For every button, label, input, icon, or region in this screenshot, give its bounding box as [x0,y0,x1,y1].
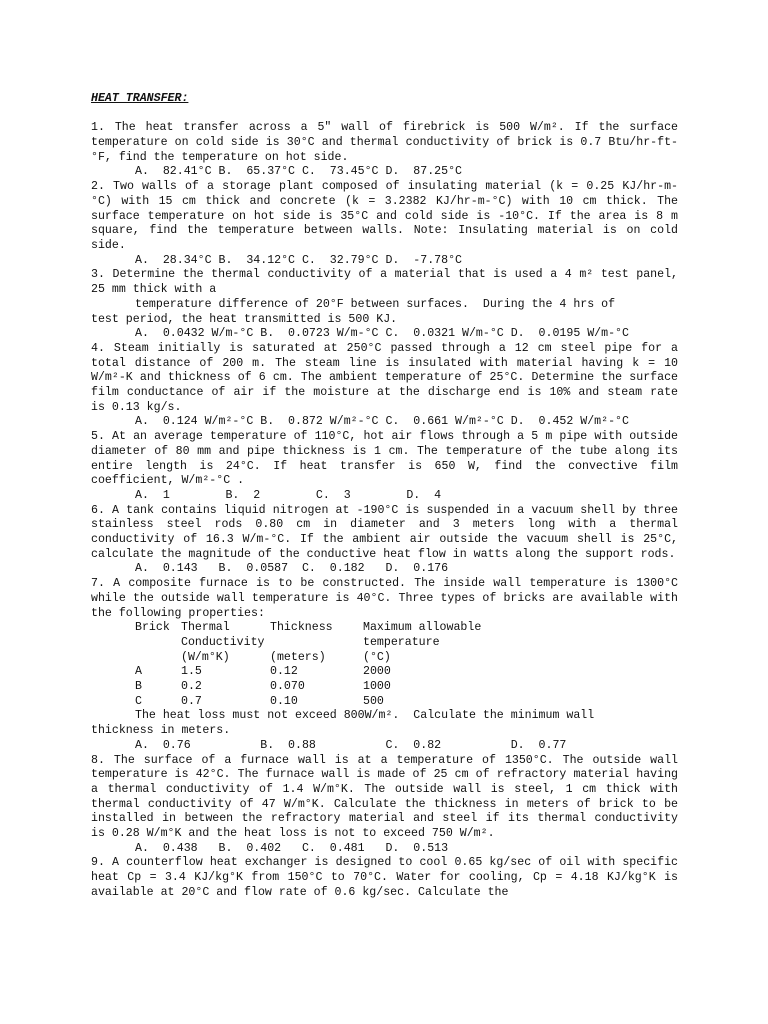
document-title: HEAT TRANSFER: [91,92,189,105]
problem-7 [91,577,678,753]
table-cell: 500 [363,694,384,708]
table-row [135,621,678,636]
problem-text: 8. The surface of a furnace wall is at a temperature of 1350°C. The outside wall temperature is 42°C. The furnace wall is made of 25 cm of refractory material having a thermal conductivity of 1.4 W/m°K. The outside wall is steel, 1 cm thick with thermal conductivity of 47 W/m°K. Calculate the thickness in meters of brick to be installed in between the refractory material and steel if its thermal conductivity is 0.28 W/m°K and the heat loss is not to exceed 750 W/m². [91,753,678,841]
problem-9 [91,856,678,900]
problem-text: 1. The heat transfer across a 5″ wall of firebrick is 500 W/m². If the surface temperature on cold side is 30°C and thermal conductivity of brick is 0.7 Btu/hr-ft-°F, find the temperature on hot side. [91,121,678,164]
table-cell [135,636,181,651]
table-cell: 1.5 [181,665,202,679]
problem-text: 4. Steam initially is saturated at 250°C passed through a 12 cm steel pipe for a total distance of 200 m. The steam line is insulated with material having k = 10 W/m²-K and thickness of 6 cm. The ambient temperature of 25°C. Determine the surface film conductance of air if the moisture at the discharge end is 10% and steam rate is 0.13 kg/s. [91,341,678,414]
table-cell: Conductivity [181,635,265,649]
table-cell: 0.2 [181,680,202,694]
table-row [135,651,678,666]
table-cell: Brick [135,621,170,635]
problem-text: 3. Determine the thermal conductivity of a material that is used a 4 m² test panel, 25 mm thick with a [91,268,678,297]
answer-choices: A. 0.438 B. 0.402 C. 0.481 D. 0.513 [135,841,449,855]
table-cell: 0.7 [181,694,202,708]
problem-1 [91,121,678,180]
answer-choices: A. 82.41°C B. 65.37°C C. 73.45°C D. 87.25°C [135,165,462,179]
answer-choices: A. 28.34°C B. 34.12°C C. 32.79°C D. -7.78°C [135,253,462,267]
problem-text: 5. At an average temperature of 110°C, hot air flows through a 5 m pipe with outside diameter of 80 mm and pipe thickness is 1 cm. The temperature of the tube along its entire length is 24°C. If heat transfer is 650 W, find the convective film coefficient, W/m²-°C . [91,430,678,488]
properties-table [135,621,678,709]
table-cell: C [135,694,142,708]
problem-text: 9. A counterflow heat exchanger is designed to cool 0.65 kg/sec of oil with specific heat Cp = 3.4 KJ/kg°K from 150°C to 70°C. Water for cooling, Cp = 4.18 KJ/kg°K is available at 20°C and flow rate of 0.6 kg/sec. Calculate the [91,856,678,899]
answer-choices: A. 0.124 W/m²-°C B. 0.872 W/m²-°C C. 0.661 W/m²-°C D. 0.452 W/m²-°C [135,415,629,429]
document-page [91,92,678,901]
problem-text-continued: thickness in meters. [91,724,231,738]
answer-choices: A. 0.76 B. 0.88 C. 0.82 D. 0.77 [135,738,567,752]
table-cell: 0.12 [270,665,298,679]
table-row [135,665,678,680]
table-cell [135,651,181,666]
table-cell: A [135,665,142,679]
table-cell: (°C) [363,650,391,664]
problem-list [91,121,678,900]
indented-line: temperature difference of 20°F between surfaces. During the 4 hrs of [135,297,616,311]
problem-text-continued: test period, the heat transmitted is 500 KJ. [91,312,398,326]
table-cell: Maximum allowable [363,621,482,635]
table-cell: B [135,680,142,694]
problem-4 [91,342,678,430]
table-row [135,695,678,710]
table-cell: 2000 [363,665,391,679]
table-cell: 0.070 [270,680,305,694]
answer-choices: A. 0.0432 W/m-°C B. 0.0723 W/m-°C C. 0.0321 W/m-°C D. 0.0195 W/m-°C [135,327,629,341]
table-cell: temperature [363,635,440,649]
table-row [135,680,678,695]
table-cell: Thickness [270,621,333,635]
spacer [91,107,678,122]
problem-8 [91,754,678,857]
table-cell: (W/m°K) [181,650,230,664]
table-row [135,636,678,651]
table-cell: 0.10 [270,694,298,708]
problem-text: 6. A tank contains liquid nitrogen at -190°C is suspended in a vacuum shell by three stainless steel rods 0.80 cm in diameter and 3 meters long with a thermal conductivity of 16.3 W/m-°C. If the ambient air outside the vacuum shell is 25°C, calculate the magnitude of the conductive heat flow in watts along the support rods. [91,503,678,561]
table-cell: Thermal [181,621,230,635]
problem-3 [91,268,678,342]
problem-text: 7. A composite furnace is to be constructed. The inside wall temperature is 1300°C while the outside wall temperature is 40°C. Three types of bricks are available with the following properties: [91,577,678,620]
indented-line: The heat loss must not exceed 800W/m². Calculate the minimum wall [135,709,595,723]
table-cell [270,636,363,651]
table-cell: 1000 [363,680,391,694]
problem-6 [91,504,678,578]
problem-5 [91,430,678,504]
answer-choices: A. 0.143 B. 0.0587 C. 0.182 D. 0.176 [135,562,449,576]
table-cell: (meters) [270,650,326,664]
problem-text: 2. Two walls of a storage plant composed of insulating material (k = 0.25 KJ/hr-m-°C) with 15 cm thick and concrete (k = 3.2382 KJ/hr-m-°C) with 10 cm thick. The surface temperature on hot side is 35°C and cold side is -10°C. If the area is 8 m square, find the temperature between walls. Note: Insulating material is on cold side. [91,180,678,252]
problem-2 [91,180,678,268]
answer-choices: A. 1 B. 2 C. 3 D. 4 [135,488,442,502]
